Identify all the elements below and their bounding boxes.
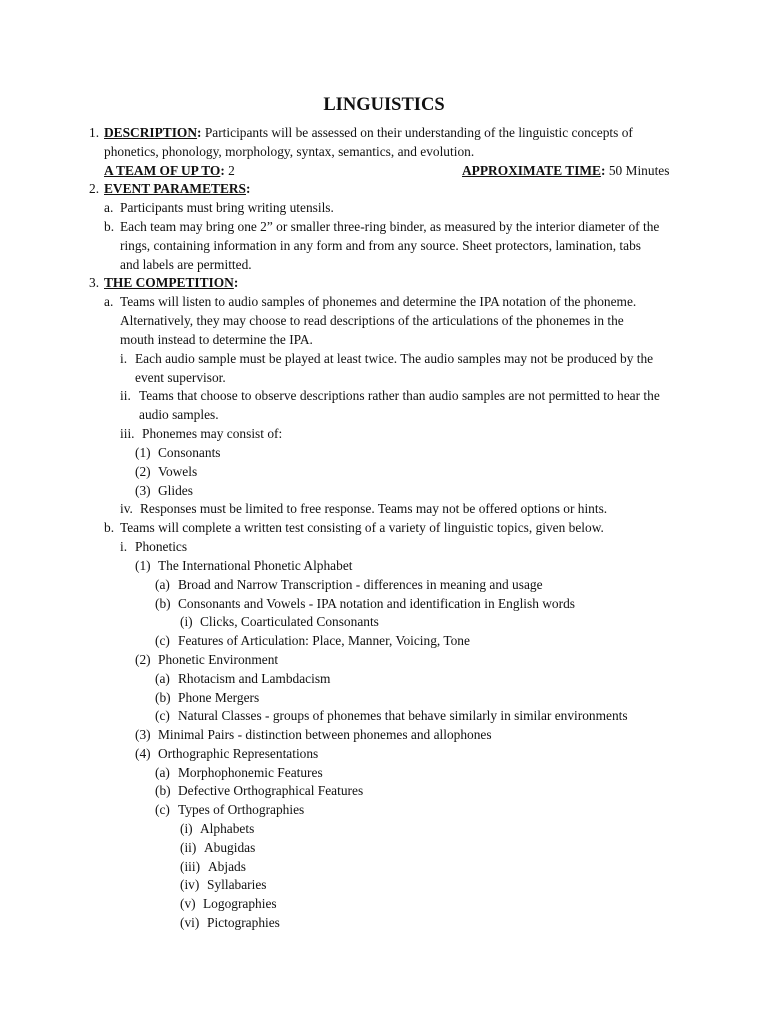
section-3-heading: THE COMPETITION [104,275,234,290]
subtopic-label: Types of Orthographies [178,802,305,817]
subtopic-label: Natural Classes - groups of phonemes that behave similarly in similar environments [178,708,628,723]
section-3-heading-row [104,274,238,293]
section-2b-line-2: rings, containing information in any form and from any source. Sheet protectors, lamination, tabs [120,238,641,253]
subtopic-label: Rhotacism and Lambdacism [178,671,331,686]
topic-phonetic-environment: Phonetic Environment [158,652,279,667]
subtopic-label: Morphophonemic Features [178,765,323,780]
item-i-line-2: event supervisor. [135,370,226,385]
section-1-description [104,124,633,143]
phoneme-type-label: Glides [158,483,193,498]
orthography-type-marker: (iv) [180,877,200,892]
subtopic-label: Defective Orthographical Features [178,783,364,798]
item-ii-line-2: audio samples. [139,407,219,422]
section-1-heading-colon: : [197,125,202,140]
subtopic-label: Broad and Narrow Transcription - differences in meaning and usage [178,577,543,592]
orthography-type-label: Abugidas [204,840,256,855]
phoneme-type-label: Vowels [158,464,198,479]
orthography-type-label: Logographies [203,896,277,911]
item-iii-marker: iii. [120,426,135,441]
subtopic-marker: (c) [155,708,170,723]
section-3a-line-1: Teams will listen to audio samples of phonemes and determine the IPA notation of the phoneme. [120,294,637,309]
section-3b-marker: b. [104,520,115,535]
approximate-time-value: 50 Minutes [605,163,670,178]
phoneme-type-marker: (3) [135,483,151,498]
topic-marker: (2) [135,652,151,667]
section-2b-line-3: and labels are permitted. [120,257,252,272]
approximate-time [462,162,669,181]
subtopic-marker: (a) [155,765,170,780]
subtopic-label: Features of Articulation: Place, Manner, Voicing, Tone [178,633,470,648]
item-ii-marker: ii. [120,388,131,403]
section-3b-text: Teams will complete a written test consisting of a variety of linguistic topics, given below. [120,520,604,535]
subtopic-marker: (b) [155,690,171,705]
section-3-heading-colon: : [233,275,239,290]
section-2-heading: EVENT PARAMETERS [104,181,246,196]
item-i-line-1: Each audio sample must be played at least twice. The audio samples may not be produced by the [135,351,654,366]
phonetics-heading: Phonetics [135,539,188,554]
item-ii-line-1: Teams that choose to observe descriptions rather than audio samples are not permitted to hear the [139,388,660,403]
orthography-type-marker: (iii) [180,859,201,874]
item-iv-marker: iv. [120,501,133,516]
subtopic-marker: (b) [155,596,171,611]
phoneme-type-marker: (2) [135,464,151,479]
subtopic-marker: (a) [155,577,170,592]
subtopic-label: Consonants and Vowels - IPA notation and identification in English words [178,596,575,611]
team-size-label: A TEAM OF UP TO [104,163,221,178]
section-1-heading: DESCRIPTION [104,125,198,140]
team-size [104,162,235,181]
subtopic-marker: (b) [155,783,171,798]
section-2-heading-row [104,180,250,199]
orthography-type-marker: (i) [180,821,193,836]
subtopic-label: Phone Mergers [178,690,260,705]
item-iii-text: Phonemes may consist of: [142,426,283,441]
section-3-number: 3. [89,275,100,290]
orthography-type-label: Syllabaries [207,877,267,892]
section-3a-marker: a. [104,294,114,309]
topic-marker: (3) [135,727,151,742]
section-2a-text: Participants must bring writing utensils. [120,200,334,215]
topic-orthographic-representations: Orthographic Representations [158,746,319,761]
subtopic-marker: (a) [155,671,170,686]
section-2a-marker: a. [104,200,114,215]
approximate-time-colon: : [601,163,606,178]
sub-subtopic-marker: (i) [180,614,193,629]
orthography-type-marker: (ii) [180,840,197,855]
sub-subtopic-label: Clicks, Coarticulated Consonants [200,614,379,629]
section-1-line-2: phonetics, phonology, morphology, syntax, semantics, and evolution. [104,144,475,159]
phoneme-type-marker: (1) [135,445,151,460]
orthography-type-label: Abjads [208,859,246,874]
topic-minimal-pairs: Minimal Pairs - distinction between phonemes and allophones [158,727,492,742]
item-i-marker: i. [120,351,128,366]
item-iv-text: Responses must be limited to free response. Teams may not be offered options or hints. [140,501,608,516]
phoneme-type-label: Consonants [158,445,221,460]
orthography-type-marker: (v) [180,896,196,911]
page-title: LINGUISTICS [323,95,445,115]
section-1-line-1: Participants will be assessed on their understanding of the linguistic concepts of [201,125,633,140]
subtopic-marker: (c) [155,633,170,648]
section-1-number: 1. [89,125,100,140]
approximate-time-label: APPROXIMATE TIME [462,163,601,178]
section-2b-marker: b. [104,219,115,234]
section-2-number: 2. [89,181,100,196]
orthography-type-label: Alphabets [200,821,255,836]
section-2-heading-colon: : [246,181,251,196]
section-2b-line-1: Each team may bring one 2” or smaller three-ring binder, as measured by the interior diameter of the [120,219,660,234]
topic-marker: (1) [135,558,151,573]
team-size-value: 2 [224,163,235,178]
section-3a-line-2: Alternatively, they may choose to read descriptions of the articulations of the phonemes in the [120,313,624,328]
orthography-type-marker: (vi) [180,915,200,930]
section-3a-line-3: mouth instead to determine the IPA. [120,332,313,347]
subtopic-marker: (c) [155,802,170,817]
orthography-type-label: Pictographies [207,915,280,930]
phonetics-marker: i. [120,539,128,554]
team-size-colon: : [220,163,225,178]
topic-ipa: The International Phonetic Alphabet [158,558,353,573]
topic-marker: (4) [135,746,151,761]
